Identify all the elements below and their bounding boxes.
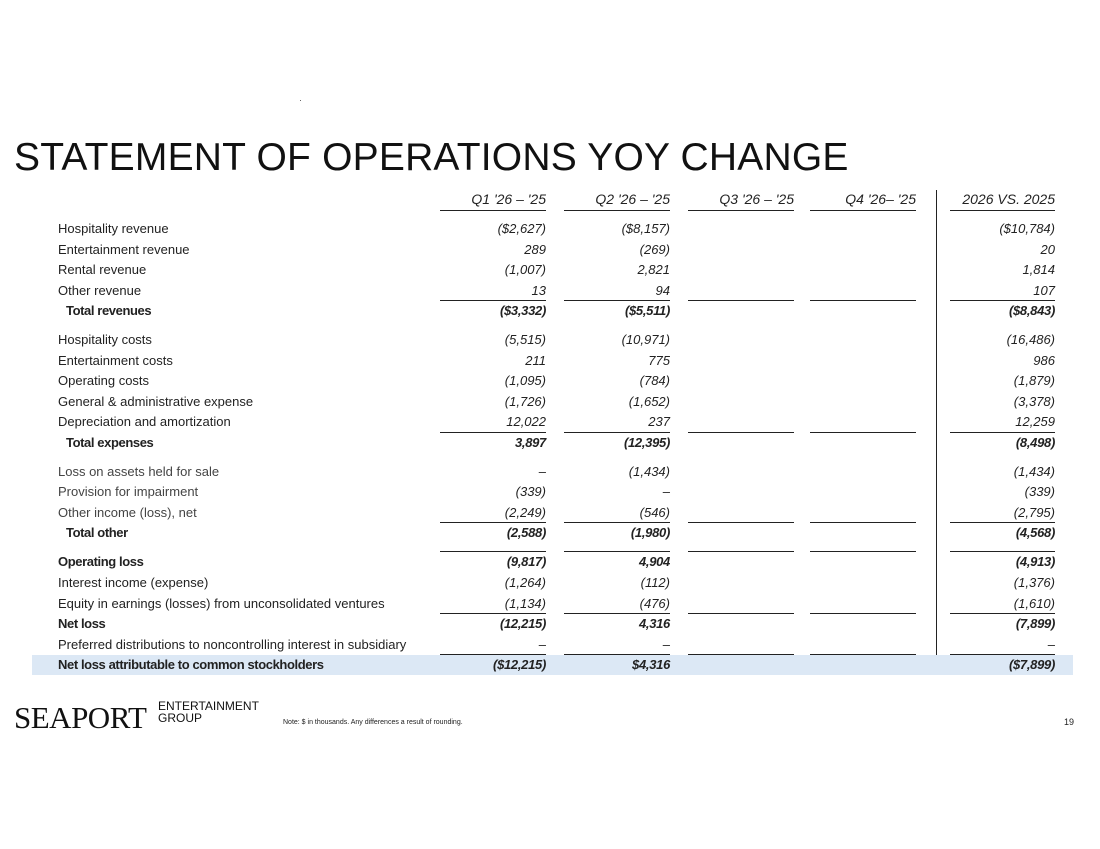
subtotal-rule [564, 522, 670, 523]
subtotal-rule [564, 551, 670, 552]
cell-q2: (476) [639, 596, 670, 611]
subtotal-rule [950, 300, 1055, 301]
operating-loss-row [32, 552, 1073, 572]
row-label: Total expenses [66, 435, 154, 450]
cell-yoy: 1,814 [1022, 262, 1055, 277]
cell-q2: ($5,511) [624, 303, 670, 318]
cell-yoy: 12,259 [1015, 414, 1055, 429]
cell-yoy: ($8,843) [1008, 303, 1055, 318]
loss-assets-held-row [32, 462, 1073, 482]
other-income-row [32, 503, 1073, 523]
column-header-q3: Q3 '26 – '25 [688, 191, 794, 207]
subtotal-rule [564, 300, 670, 301]
subtotal-rule [950, 654, 1055, 655]
equity-earnings-row [32, 594, 1073, 614]
row-label: Other revenue [58, 283, 142, 298]
subtotal-rule [950, 613, 1055, 614]
cell-q1: (12,215) [499, 616, 546, 631]
subtotal-rule [440, 654, 546, 655]
subtotal-rule [688, 522, 794, 523]
row-label: Net loss attributable to common stockholders [58, 657, 324, 672]
subtotal-rule [810, 432, 916, 433]
row-label: Provision for impairment [58, 484, 199, 499]
subtotal-rule [688, 551, 794, 552]
row-label: Net loss [58, 616, 106, 631]
subtotal-rule [440, 300, 546, 301]
cell-q2: 775 [648, 353, 670, 368]
cell-q2: (1,652) [628, 394, 670, 409]
cell-q1: – [538, 637, 546, 652]
row-label: Hospitality costs [58, 332, 152, 347]
subtotal-rule [688, 654, 794, 655]
subtotal-rule [564, 432, 670, 433]
subtotal-rule [950, 432, 1055, 433]
cell-yoy: 107 [1033, 283, 1055, 298]
cell-q2: 4,904 [638, 554, 670, 569]
general-administrative-row [32, 392, 1073, 412]
row-label: Entertainment revenue [58, 242, 190, 257]
column-header-yoy: 2026 VS. 2025 [950, 191, 1055, 207]
cell-yoy: (1,434) [1013, 464, 1055, 479]
row-label: Entertainment costs [58, 353, 173, 368]
cell-q2: ($8,157) [621, 221, 670, 236]
hospitality-revenue-row [32, 219, 1073, 239]
subtotal-rule [810, 300, 916, 301]
cell-yoy: ($7,899) [1008, 657, 1055, 672]
subtotal-rule [950, 551, 1055, 552]
net-loss-common-row [32, 655, 1073, 675]
preferred-distributions-row [32, 635, 1073, 655]
cell-q2: (1,980) [630, 525, 670, 540]
rental-revenue-row [32, 260, 1073, 280]
cell-yoy: (1,376) [1013, 575, 1055, 590]
cell-q1: ($3,332) [499, 303, 546, 318]
stray-dot [300, 100, 301, 101]
cell-yoy: (8,498) [1015, 435, 1055, 450]
provision-impairment-row [32, 482, 1073, 502]
cell-q2: (546) [639, 505, 670, 520]
cell-q1: 12,022 [506, 414, 546, 429]
total-expenses-row [32, 433, 1073, 453]
cell-yoy: (4,568) [1015, 525, 1055, 540]
row-label: Loss on assets held for sale [58, 464, 220, 479]
row-label: Total revenues [66, 303, 152, 318]
cell-q1: ($2,627) [497, 221, 546, 236]
subtotal-rule [688, 300, 794, 301]
subtotal-rule [688, 613, 794, 614]
subtotal-rule [564, 613, 670, 614]
cell-yoy: 986 [1033, 353, 1055, 368]
row-label: Operating loss [58, 554, 144, 569]
cell-q2: (784) [639, 373, 670, 388]
column-header-q2: Q2 '26 – '25 [564, 191, 670, 207]
net-loss-row [32, 614, 1073, 634]
cell-q2: 4,316 [638, 616, 670, 631]
cell-q1: (1,095) [504, 373, 546, 388]
cell-q2: (1,434) [628, 464, 670, 479]
subtotal-rule [440, 613, 546, 614]
subtotal-rule [810, 522, 916, 523]
cell-q1: – [538, 464, 546, 479]
other-revenue-row [32, 281, 1073, 301]
subtotal-rule [810, 551, 916, 552]
subtotal-rule [810, 613, 916, 614]
cell-q2: 237 [648, 414, 670, 429]
subtotal-rule [810, 654, 916, 655]
row-label: Total other [66, 525, 128, 540]
company-logo-subtitle: ENTERTAINMENT GROUP [158, 699, 259, 725]
cell-yoy: (4,913) [1015, 554, 1055, 569]
cell-q1: (2,249) [504, 505, 546, 520]
subtotal-rule [440, 551, 546, 552]
row-label: Operating costs [58, 373, 150, 388]
cell-q1: 13 [531, 283, 546, 298]
depreciation-row [32, 412, 1073, 432]
cell-yoy: (1,610) [1013, 596, 1055, 611]
cell-q1: (1,726) [504, 394, 546, 409]
cell-yoy: – [1047, 637, 1055, 652]
row-label: Rental revenue [58, 262, 147, 277]
cell-q1: ($12,215) [493, 657, 546, 672]
cell-q1: (9,817) [506, 554, 546, 569]
cell-yoy: (16,486) [1006, 332, 1055, 347]
cell-q2: $4,316 [632, 657, 670, 672]
cell-q1: (5,515) [504, 332, 546, 347]
row-label: Depreciation and amortization [58, 414, 231, 429]
cell-q2: 94 [655, 283, 670, 298]
subtotal-rule [950, 522, 1055, 523]
cell-q1: 3,897 [514, 435, 546, 450]
column-header-q1: Q1 '26 – '25 [440, 191, 546, 207]
entertainment-costs-row [32, 351, 1073, 371]
subtotal-rule [564, 654, 670, 655]
cell-yoy: (2,795) [1013, 505, 1055, 520]
cell-q2: (12,395) [623, 435, 670, 450]
cell-q1: (2,588) [506, 525, 546, 540]
cell-q1: (1,007) [504, 262, 546, 277]
row-label: General & administrative expense [58, 394, 254, 409]
cell-q1: (1,264) [504, 575, 546, 590]
cell-q1: 289 [524, 242, 546, 257]
page-number: 19 [1064, 717, 1075, 727]
page-title: STATEMENT OF OPERATIONS YOY CHANGE [14, 136, 849, 179]
cell-q2: (10,971) [621, 332, 670, 347]
cell-q2: (112) [640, 575, 670, 590]
total-revenues-row [32, 301, 1073, 321]
column-header-q4: Q4 '26– '25 [810, 191, 916, 207]
cell-yoy: 20 [1040, 242, 1055, 257]
hospitality-costs-row [32, 330, 1073, 350]
row-label: Equity in earnings (losses) from unconsolidated ventures [58, 596, 385, 611]
company-logo: SEAPORT [14, 700, 147, 735]
subtotal-rule [440, 522, 546, 523]
row-label: Preferred distributions to noncontrolling interest in subsidiary [58, 637, 407, 652]
interest-income-row [32, 573, 1073, 593]
row-label: Other income (loss), net [58, 505, 197, 520]
cell-yoy: (7,899) [1015, 616, 1055, 631]
row-label: Hospitality revenue [58, 221, 169, 236]
entertainment-revenue-row [32, 240, 1073, 260]
row-label: Interest income (expense) [58, 575, 209, 590]
cell-q1: 211 [525, 353, 546, 368]
operating-costs-row [32, 371, 1073, 391]
cell-q1: (339) [515, 484, 546, 499]
total-other-row [32, 523, 1073, 543]
cell-yoy: (1,879) [1013, 373, 1055, 388]
cell-q1: (1,134) [504, 596, 546, 611]
cell-q2: (269) [639, 242, 670, 257]
cell-q2: – [662, 484, 670, 499]
subtotal-rule [440, 432, 546, 433]
cell-q2: 2,821 [637, 262, 670, 277]
cell-yoy: (339) [1024, 484, 1055, 499]
cell-q2: – [662, 637, 670, 652]
cell-yoy: ($10,784) [999, 221, 1055, 236]
cell-yoy: (3,378) [1013, 394, 1055, 409]
subtotal-rule [688, 432, 794, 433]
footnote: Note: $ in thousands. Any differences a result of rounding. [283, 719, 463, 726]
